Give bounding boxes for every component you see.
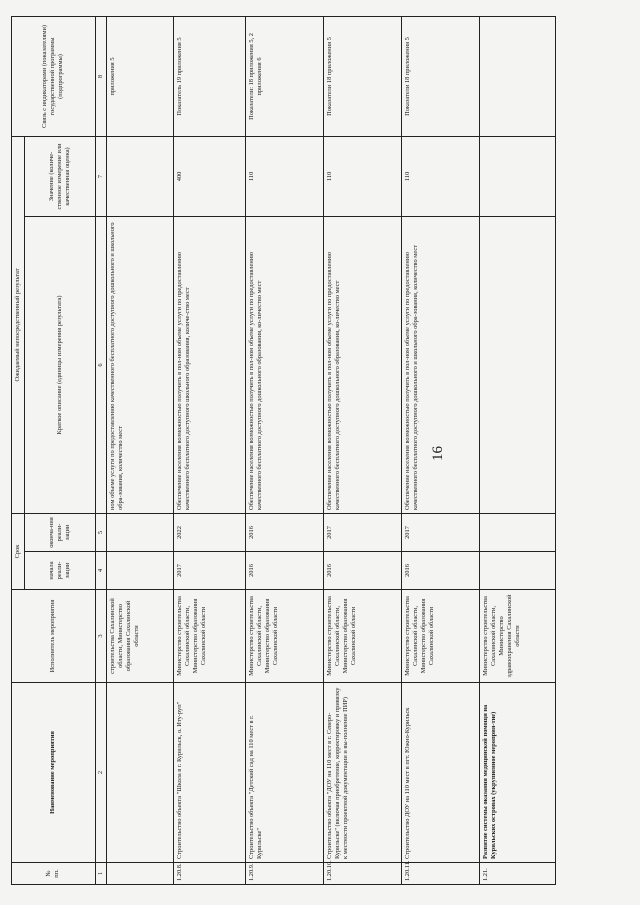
row-value: 400 — [174, 136, 246, 216]
row-executor: Министерство строительства Сахалинской области, Министерство здравоохранения Сахалинской области — [480, 590, 556, 683]
row-link: Показатели 18 приложения 5 — [324, 16, 402, 136]
row-value: 110 — [402, 136, 480, 216]
column-number: 3 — [95, 590, 106, 683]
row-name: Строительство ДОУ на 110 мест в пгт. Южно-Курильск — [402, 683, 480, 863]
column-number: 2 — [95, 683, 106, 863]
table-row — [174, 16, 246, 884]
row-num: 1.21. — [480, 863, 556, 885]
row-executor: Министерство строительства Сахалинской области, Министерство образования Сахалинской области — [402, 590, 480, 683]
row-num: 1.20.8. — [174, 863, 246, 885]
column-number: 1 — [95, 863, 106, 885]
header-name: Наименование мероприятия — [12, 683, 96, 863]
table-row — [324, 16, 402, 884]
row-link: Показатели: 18 приложения 5, 2 приложения 6 — [246, 16, 324, 136]
header-link: Связь с индикаторами (показателями) государственной программы (подпрограммы) — [12, 16, 96, 136]
header-term-end: оконча-ния реали-зации — [25, 513, 96, 551]
row-description: Обеспечение населения возможностью получить в пол-ном объеме услуги по предоставлению качественного бесплатного доступного дошкольного и школьного обра-зования, количество мест — [402, 216, 480, 513]
row-num: 1.20.9. — [246, 863, 324, 885]
row-link: приложения 5 — [107, 16, 174, 136]
row-name: Строительство объекта "ДОУ на 110 мест в г. Северо-Курильске" (включая приобретение, корректировку и привязку к местности проектной документации и вы-полнение ПИР) — [324, 683, 402, 863]
row-start — [480, 552, 556, 590]
column-number: 8 — [95, 16, 106, 136]
row-start: 2017 — [174, 552, 246, 590]
header-expected: Ожидаемый непосредственный результат — [12, 136, 25, 513]
row-executor: Министерство строительства Сахалинской области, Министерство образования Сахалинской области — [246, 590, 324, 683]
header-description: Краткое описание (единицы измерения результата) — [25, 216, 96, 513]
row-name: Строительство объекта "Школа в г. Курильск, о. Иту-руп" — [174, 683, 246, 863]
page-number: 16 — [430, 446, 446, 461]
row-link: Показатель 19 приложения 5 — [174, 16, 246, 136]
row-description: Обеспечение населения возможностью получить в пол-ном объеме услуги по предоставлению качественного бесплатного доступного дошкольного образования, ко-личество мест — [324, 216, 402, 513]
row-start: 2016 — [246, 552, 324, 590]
header-term-start: начала реали-зации — [25, 552, 96, 590]
row-executor: Министерство строительства Сахалинской области, Министерство образования Сахалинской области — [324, 590, 402, 683]
row-value — [107, 136, 174, 216]
row-name — [107, 683, 174, 863]
row-start: 2016 — [402, 552, 480, 590]
row-end — [480, 513, 556, 551]
measures-table — [11, 16, 556, 885]
column-number: 5 — [95, 513, 106, 551]
row-description: Обеспечение населения возможностью получить в пол-ном объеме услуги по предоставлению качественного бесплатного доступного дошкольного образования, ко-личество мест — [246, 216, 324, 513]
row-end: 2016 — [246, 513, 324, 551]
row-description: ном объеме услуги по предоставлению качественного бесплатного доступного дошкольного и школьного обра-зования, количество мест — [107, 216, 174, 513]
row-link — [480, 16, 556, 136]
row-end: 2017 — [402, 513, 480, 551]
table-row — [402, 16, 480, 884]
row-executor: строительства Сахалинской области, Министерство образования Сахалинской области — [107, 590, 174, 683]
row-num — [107, 863, 174, 885]
row-num: 1.20.11. — [402, 863, 480, 885]
row-end — [107, 513, 174, 551]
row-description — [480, 216, 556, 513]
header-value: Значение (количе-ственное измерение или качественная оценка) — [25, 136, 96, 216]
column-number: 6 — [95, 216, 106, 513]
header-term: Срок — [12, 513, 25, 589]
header-num: № пп. — [12, 863, 96, 885]
table-row — [246, 16, 324, 884]
column-number: 7 — [95, 136, 106, 216]
row-start — [107, 552, 174, 590]
row-num: 1.20.10. — [324, 863, 402, 885]
header-executor: Исполнитель мероприятия — [12, 590, 96, 683]
row-start: 2016 — [324, 552, 402, 590]
row-value: 110 — [246, 136, 324, 216]
row-description: Обеспечение населения возможностью получить в пол-ном объеме услуги по предоставлению качественного бесплатного доступного школьного образования, количе-ство мест — [174, 216, 246, 513]
row-name: Строительство объекта "Детский сад на 110 мест в г. Курильске" — [246, 683, 324, 863]
row-link: Показатели 18 приложения 5 — [402, 16, 480, 136]
table-row — [480, 16, 556, 884]
column-number-row — [95, 16, 106, 884]
column-number: 4 — [95, 552, 106, 590]
row-executor: Министерство строительства Сахалинской области, Министерство образования Сахалинской области — [174, 590, 246, 683]
row-value: 110 — [324, 136, 402, 216]
row-end: 2022 — [174, 513, 246, 551]
row-end: 2017 — [324, 513, 402, 551]
table-row — [107, 16, 174, 884]
row-value — [480, 136, 556, 216]
row-name: Развитие системы оказания медицинской помощи на Курильских островах (укрупненное мероприя-тие) — [480, 683, 556, 863]
